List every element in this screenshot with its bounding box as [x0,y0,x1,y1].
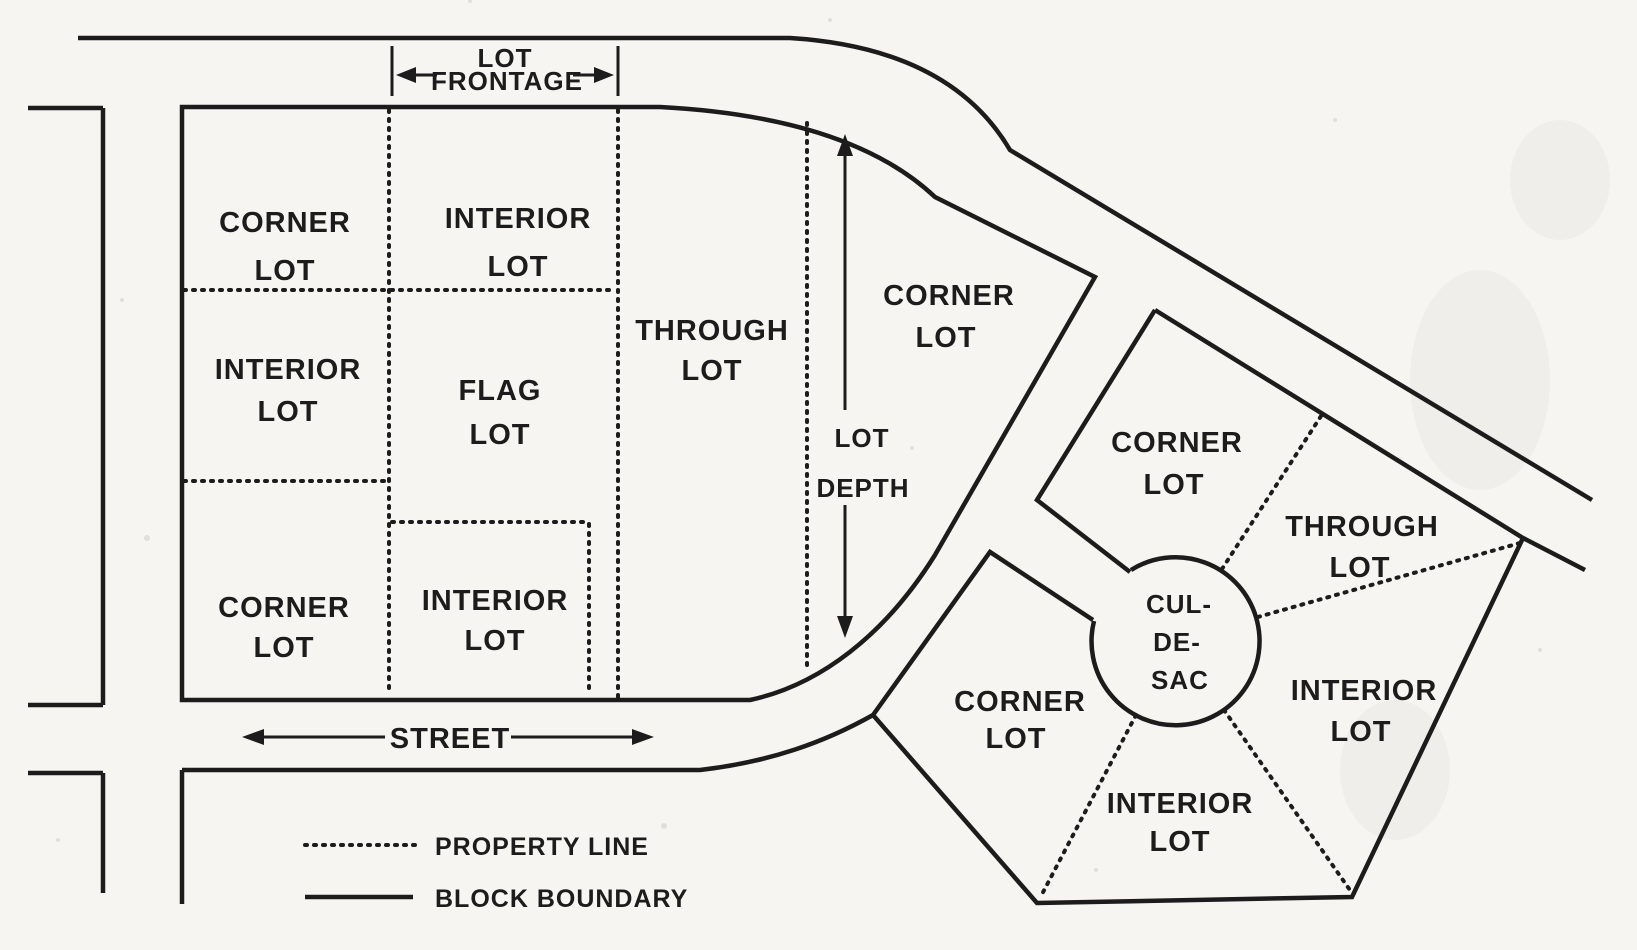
legend-block-boundary-label: BLOCK BOUNDARY [435,885,689,913]
street-arrow-right [632,729,654,745]
svg-text:LOT: LOT [1330,716,1392,748]
svg-text:LOT: LOT [985,723,1047,755]
label-interior-lot-bottom-left: INTERIOR [421,585,569,617]
svg-text:LOT: LOT [1149,826,1211,858]
street-label: STREET [389,723,511,755]
label-corner-lot-top-left: CORNER [219,207,351,239]
svg-text:DE-: DE- [1153,627,1201,657]
svg-text:LOT: LOT [487,251,549,283]
legend-property-line-label: PROPERTY LINE [435,833,649,861]
frontage-arrow-right [594,67,614,83]
label-interior-lot-top: INTERIOR [444,203,592,235]
svg-text:LOT: LOT [254,255,316,287]
svg-text:LOT: LOT [1143,469,1205,501]
property-lines [184,110,1520,898]
svg-text:LOT: LOT [469,419,531,451]
street-arrow-left [242,729,264,745]
label-corner-lot-cul-north: CORNER [1111,427,1243,459]
left-road-west-edge [28,108,103,893]
label-through-lot-left: THROUGH [635,315,789,347]
lot-frontage-label-line2: FRONTAGE [431,66,583,96]
lot-depth-label-line1: LOT [834,423,890,453]
lot-frontage-label-line1: LOT [477,43,533,73]
lot-depth-label-line2: DEPTH [816,473,910,503]
svg-text:LOT: LOT [253,632,315,664]
lot-depth-arrow-down [837,616,853,638]
svg-text:SAC: SAC [1151,665,1209,695]
label-flag-lot: FLAG [458,375,542,407]
legend [305,833,688,913]
main-road-inner-edge-continuation [1523,538,1585,570]
label-cul-de-sac: CUL- [1145,589,1213,619]
svg-text:LOT: LOT [681,355,743,387]
label-through-lot-right: THROUGH [1285,511,1439,543]
svg-text:LOT: LOT [915,322,977,354]
label-corner-lot-pentagon: CORNER [954,686,1086,718]
frontage-arrow-left [396,67,416,83]
label-corner-lot-curve: CORNER [883,280,1015,312]
dimension-arrows [242,46,853,745]
label-interior-lot-mid-left: INTERIOR [214,354,362,386]
svg-text:LOT: LOT [1329,552,1391,584]
svg-text:LOT: LOT [257,396,319,428]
label-interior-lot-south: INTERIOR [1106,788,1254,820]
label-corner-lot-bottom-left: CORNER [218,592,350,624]
svg-text:LOT: LOT [464,625,526,657]
label-interior-lot-right: INTERIOR [1290,675,1438,707]
